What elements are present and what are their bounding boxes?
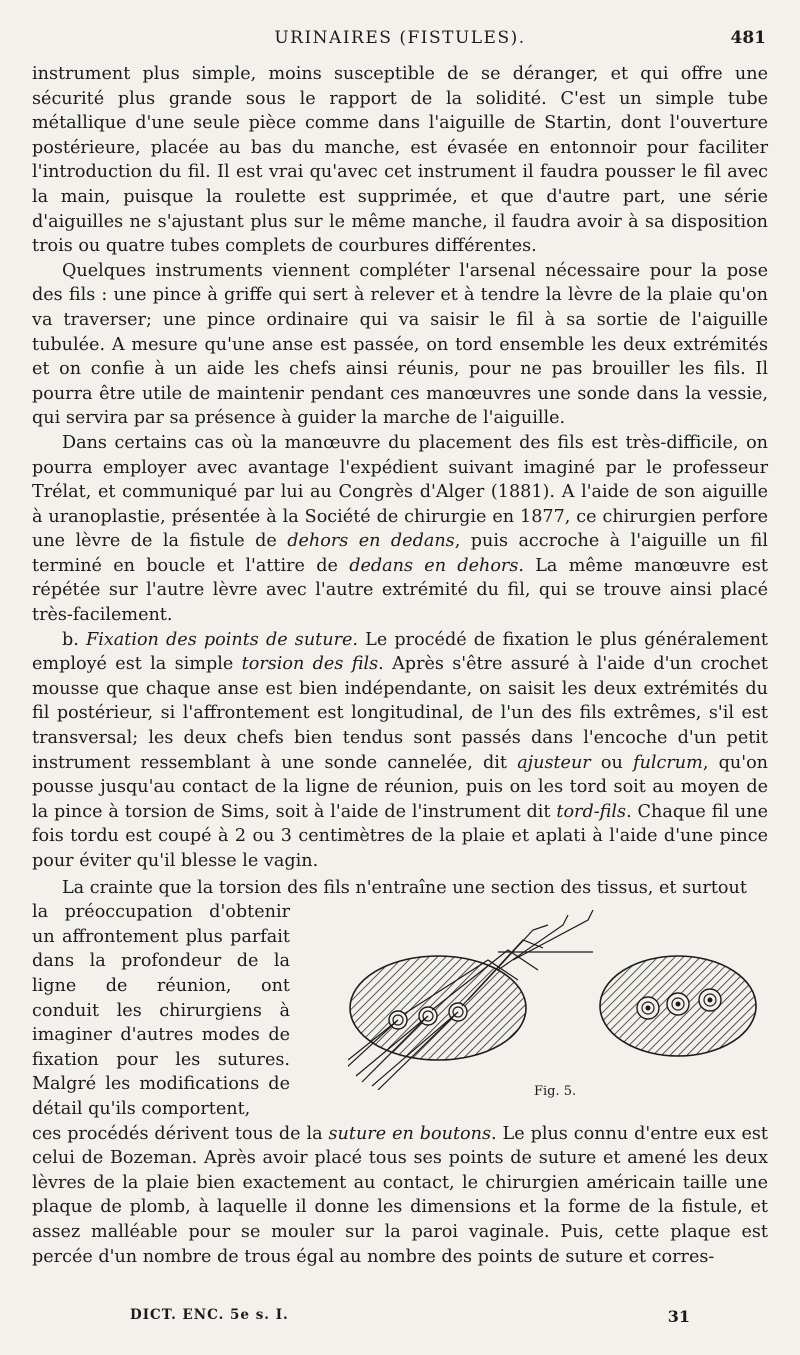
figure-side-text [32, 900, 290, 1121]
section-label: b. [62, 629, 87, 650]
emphasis: tord-fils [556, 801, 627, 822]
text-span: Le procédé de fixation le plus généralement employé est la simple [32, 629, 769, 675]
sheet-number: 31 [667, 1307, 690, 1326]
text-span: ou [590, 752, 634, 773]
text-span: . La même manœuvre est répétée sur l'autre lèvre avec l'autre extrémité du fil, qui se trouve ainsi placé très-facilement. [32, 555, 768, 626]
emphasis: dedans en dehors [349, 555, 519, 576]
text-span: la préoccupation d'obtenir un affrontement plus parfait dans la profondeur de la ligne de réunion, ont conduit les chirurgiens à imaginer d'autres modes de fixation pour les sutures. Malgré les modifications de détail qu'ils comportent, [32, 902, 290, 1119]
suture-illustration [348, 910, 768, 1090]
paragraph-3 [32, 431, 768, 628]
paragraph-2: Quelques instruments viennent compléter l'arsenal nécessaire pour la pose des fils : une pince à griffe qui sert à relever et à tendre la lèvre de la plaie qu'on va traverser; une pince ordinaire qui va saisir le fil à sa sortie de l'aiguille tubulée. A mesure qu'une anse est passée, on tord ensemble les deux extrémités et on confie à un aide les chefs ainsi réunis, pour ne pas brouiller les fils. Il pourra être utile de maintenir pendant ces manœuvres une sonde dans la vessie, qui servira par sa présence à guider la marche de l'aiguille. [32, 260, 768, 429]
paragraph-1: instrument plus simple, moins susceptible de se déranger, et qui offre une sécurité plus grande sous le rapport de la solidité. C'est un simple tube métallique d'une seule pièce comme dans l'aiguille de Startin, dont l'ouverture postérieure, placée au bas du manche, est évasée en entonnoir pour faciliter l'introduction du fil. Il est vrai qu'avec cet instrument il faudra pousser le fil avec la main, puisque la roulette est supprimée, et que d'autre part, une série d'aiguilles ne s'ajustant plus sur le même manche, il faudra avoir à sa disposition trois ou quatre tubes complets de courbures différentes. [32, 64, 768, 257]
text-span: , puis accroche à l'aiguille un fil terminé en boucle et l'attire de [32, 531, 768, 576]
emphasis: torsion des fils [241, 654, 379, 675]
body-text [32, 62, 768, 1269]
paragraph-4 [32, 628, 768, 874]
figure-caption: Fig. 5. [534, 1084, 577, 1100]
running-title: URINAIRES (FISTULES). [274, 28, 526, 48]
page-number: 481 [730, 28, 766, 48]
figure-5 [290, 900, 768, 1110]
emphasis: fulcrum [633, 752, 703, 773]
text-span: Dans certains cas où la manœuvre du placement des fils est très-difficile, on pourra employer avec avantage l'expédient suivant imaginé par le professeur Trélat, et communiqué par lui au Congrès d'Alger (1881). A l'aide de son aiguille à uranoplastie, présentée à la Société de chirurgie en 1877, ce chirurgien perfore une lèvre de la fistule de [32, 432, 768, 552]
text-span: , qu'on pousse jusqu'au contact de la ligne de réunion, puis on les tord soit au moyen de la pince à torsion de Sims, soit à l'aide de l'instrument dit [32, 752, 768, 822]
text-span: . Le plus connu d'entre eux est celui de Bozeman. Après avoir placé tous ses points de suture et amené les deux lèvres de la plaie bien exactement au contact, le chirurgien américain taille une plaque de plomb, à laquelle il donne les dimensions et la forme de la fistule, et assez malléable pour se mouler sur la paroi vaginale. Puis, cette plaque est percée d'un nombre de trous égal au nombre des points de suture et corres- [32, 1123, 768, 1267]
section-heading: Fixation des points de suture. [86, 629, 358, 650]
text-span: . Après s'être assuré à l'aide d'un crochet mousse que chaque anse est bien indépendante, on saisit les deux extrémités du fil postérieur, si l'affrontement est longitudinal, de l'un des fils extrêmes, s'il est transversal; les deux chefs bien tendus sont passés dans l'encoche d'un petit instrument ressemblant à une sonde cannelée, dit [32, 654, 768, 773]
paragraph-5-lead: La crainte que la torsion des fils n'entraîne une section des tissus, et surtout [62, 877, 747, 898]
figure-block [32, 900, 768, 1121]
page-footer [0, 1307, 800, 1337]
paragraph-5-continued [32, 1122, 768, 1270]
signature-mark: DICT. ENC. 5e s. I. [130, 1307, 289, 1323]
left-plate [350, 956, 526, 1060]
text-span: ces procédés dérivent tous de la [32, 1123, 329, 1144]
text-span: . Chaque fil une fois tordu est coupé à 2 ou 3 centimètres de la plaie et aplati à l'aide d'une pince pour éviter qu'il blesse le vagin. [32, 801, 769, 871]
emphasis: ajusteur [517, 752, 591, 773]
page-header [0, 28, 800, 58]
right-plate [600, 956, 756, 1056]
emphasis: suture en boutons [328, 1123, 491, 1144]
emphasis: dehors en dedans [287, 531, 455, 552]
